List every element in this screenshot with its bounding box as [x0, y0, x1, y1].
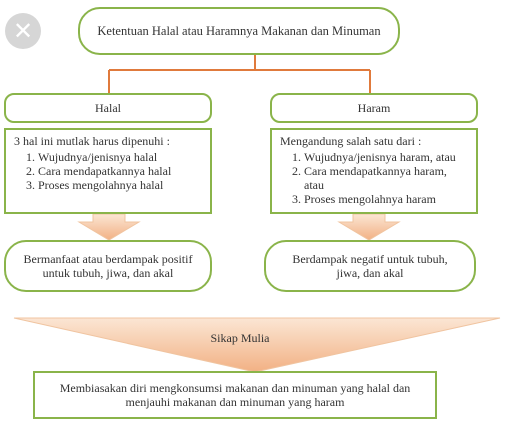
haram-label: Haram: [357, 101, 391, 115]
title-text: Ketentuan Halal atau Haramnya Makanan dan Minuman: [97, 24, 381, 38]
halal-requirement-intro: 3 hal ini mutlak harus dipenuhi :: [14, 134, 170, 148]
halal-label-box: [4, 93, 212, 123]
close-button[interactable]: [5, 13, 41, 49]
sikap-mulia-label: Sikap Mulia: [210, 331, 270, 345]
haram-label-box: [270, 93, 478, 123]
list-item: 3. Proses mengolahnya haram: [304, 192, 468, 206]
sikap-mulia-description: Membiasakan diri mengkonsumsi makanan dan minuman yang halal dan menjauhi makanan dan minuman yang haram: [59, 381, 411, 409]
title-box: [78, 7, 400, 55]
sikap-mulia-box: [33, 371, 437, 419]
arrow-haram: [339, 214, 399, 240]
list-item: 1. Wujudnya/jenisnya haram, atau: [304, 150, 468, 164]
haram-requirements-box: [270, 128, 478, 214]
arrow-halal: [79, 214, 139, 240]
list-item: 2. Cara mendapatkannya haram, atau: [304, 164, 468, 192]
halal-requirements-box: [4, 128, 212, 214]
close-icon: ✕: [12, 17, 34, 45]
haram-requirement-list: [280, 150, 468, 206]
halal-label: Halal: [95, 101, 121, 115]
haram-impact-box: [264, 240, 476, 292]
haram-requirement-intro: Mengandung salah satu dari :: [280, 134, 422, 148]
list-item: 3. Proses mengolahnya halal: [38, 178, 202, 192]
halal-benefit-text: Bermanfaat atau berdampak positif untuk tubuh, jiwa, dan akal: [23, 252, 193, 280]
halal-requirement-list: [14, 150, 202, 192]
haram-impact-text: Berdampak negatif untuk tubuh, jiwa, dan akal: [292, 252, 448, 280]
list-item: 2. Cara mendapatkannya halal: [38, 164, 202, 178]
list-item: 1. Wujudnya/jenisnya halal: [38, 150, 202, 164]
halal-benefit-box: [4, 240, 212, 292]
